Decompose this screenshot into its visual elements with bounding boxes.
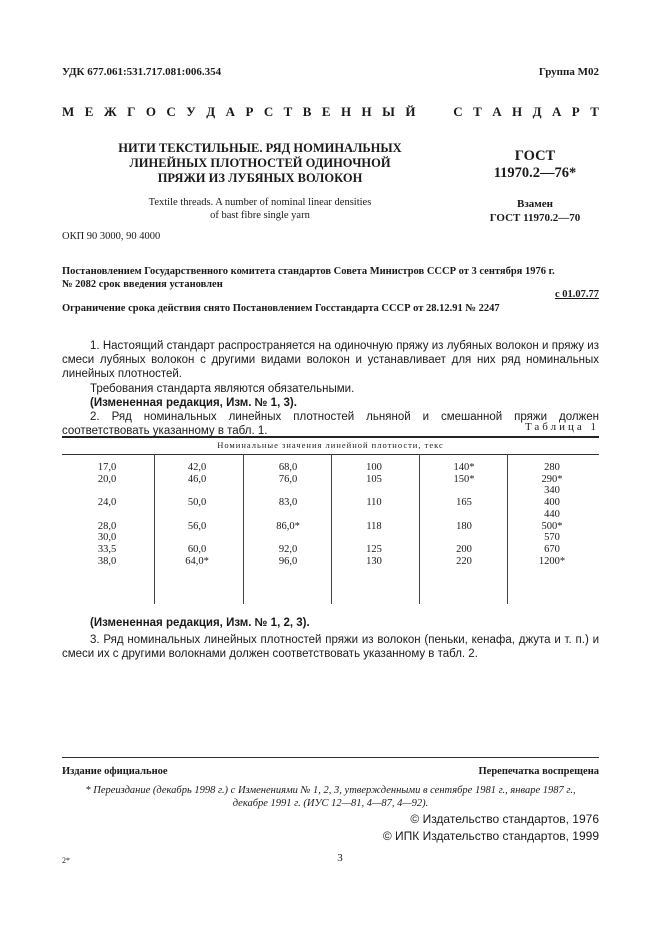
table-cell: 28,0	[97, 520, 117, 532]
table-cell: 110	[366, 497, 382, 509]
decree-line: № 2082 срок введения установлен	[62, 279, 223, 290]
table-column-divider	[507, 454, 508, 604]
decree-text	[62, 265, 599, 291]
udk-code: УДК 677.061:531.717.081:006.354	[62, 66, 222, 78]
heading-letter: Ы	[382, 104, 395, 119]
page-number: 3	[337, 852, 343, 864]
title-ru-line: ПРЯЖИ ИЗ ЛУБЯНЫХ ВОЛОКОН	[157, 171, 363, 185]
heading-letter: Т	[590, 104, 599, 119]
heading-letter	[426, 104, 429, 120]
table-cell: 118	[366, 520, 382, 532]
heading-letter: С	[166, 104, 176, 119]
heading-letter: У	[186, 104, 196, 119]
table-1	[62, 436, 599, 606]
table-header: Номинальные значения линейной плотности, текс	[217, 440, 444, 450]
heading-letter: Д	[532, 104, 542, 119]
replaces-label: Взамен	[517, 198, 553, 210]
paragraph-2: 2. Ряд номинальных линейных плотностей льняной и смешанной пряжи должен соответствовать указанному в табл. 1.	[62, 411, 599, 437]
table-cell: 96,0	[278, 555, 298, 567]
edit-note-1: (Измененная редакция, Изм. № 1, 3).	[90, 397, 297, 409]
table-cell: 180	[456, 520, 472, 532]
title-ru-line: ЛИНЕЙНЫХ ПЛОТНОСТЕЙ ОДИНОЧНОЙ	[129, 156, 391, 170]
gost-number: 11970.2—76*	[493, 165, 577, 181]
table-cell: 290*	[541, 473, 563, 485]
effective-date: с 01.07.77	[554, 289, 599, 300]
table-cell: 20,0	[97, 473, 117, 485]
table-cell: 56,0	[187, 520, 207, 532]
title-ru-line: НИТИ ТЕКСТИЛЬНЫЕ. РЯД НОМИНАЛЬНЫХ	[118, 141, 402, 155]
heading-letter: Н	[340, 104, 352, 119]
table-label: Таблица 1	[524, 421, 599, 433]
heading-letter: Е	[321, 104, 331, 119]
no-reprint-notice: Перепечатка воспрещена	[478, 766, 599, 777]
table-cell: 280	[544, 462, 560, 473]
table-cell: 38,0	[97, 555, 117, 567]
heading-letter: В	[302, 104, 312, 119]
table-cell: 68,0	[278, 462, 298, 473]
heading-letter: А	[551, 104, 562, 119]
reissue-note	[62, 784, 599, 810]
table-cell: 440	[544, 508, 560, 520]
table-cell: 220	[456, 555, 472, 567]
reissue-line: декабре 1991 г. (ИУС 12—81, 4—87, 4—92).	[232, 798, 429, 809]
table-cell: 17,0	[97, 462, 117, 473]
paragraph-1: 1. Настоящий стандарт распространяется на одиночную пряжу из лубяных волокон и пряжу из смеси лубяных волокон с другими видами волокон и устанавливает для них ряд номинальных линейных плотностей.	[62, 340, 599, 380]
table-cell: 100	[366, 462, 382, 473]
gost-label: ГОСТ	[514, 148, 556, 164]
table-column-divider	[243, 454, 244, 604]
copyright-1999: © ИПК Издательство стандартов, 1999	[382, 829, 599, 843]
heading-letter: Н	[361, 104, 372, 119]
heading-letter: М	[62, 104, 75, 119]
reissue-line: * Переиздание (декабрь 1998 г.) с Изменениями № 1, 2, 3, утвержденными в сентябре 1981 г., январе 1987 г.,	[85, 785, 576, 796]
table-cell: 500*	[541, 520, 563, 532]
table-top-rule	[62, 436, 599, 438]
replaces-block	[470, 197, 600, 225]
paragraph-requirements: Требования стандарта являются обязательными.	[90, 383, 355, 395]
heading-letter: Е	[84, 104, 94, 119]
heading-letter: С	[263, 104, 274, 119]
heading-letter: Й	[405, 104, 416, 119]
copyright-1976: © Издательство стандартов, 1976	[410, 812, 599, 826]
table-cell: 400	[544, 497, 560, 509]
table-column-divider	[419, 454, 420, 604]
table-cell: 86,0*	[276, 520, 300, 532]
heading-letter	[440, 104, 443, 120]
table-cell: 1200*	[538, 555, 566, 567]
table-cell: 670	[544, 543, 560, 555]
heading-letter: Ж	[103, 104, 117, 119]
heading-letter: Г	[127, 104, 136, 119]
table-cell: 42,0	[187, 462, 207, 473]
restriction-text: Ограничение срока действия снято Постановлением Госстандарта СССР от 28.12.91 № 2247	[62, 303, 500, 314]
decree-line: Постановлением Государственного комитета стандартов Совета Министров СССР от 3 сентября 1976 г.	[62, 266, 555, 277]
okp-code: ОКП 90 3000, 90 4000	[62, 231, 161, 242]
signature-mark: 2*	[62, 856, 70, 865]
group-code: Группа М02	[538, 66, 599, 78]
table-cell: 200	[456, 543, 472, 555]
table-cell: 76,0	[278, 473, 298, 485]
title-english	[110, 196, 410, 222]
paragraph-3: 3. Ряд номинальных линейных плотностей пряжи из волокон (пеньки, кенафа, джута и т. п.) и смеси их с другими волокнами должен соответствовать указанному в табл. 2.	[62, 634, 599, 660]
heading-letter: С	[453, 104, 463, 119]
official-edition: Издание официальное	[62, 766, 168, 777]
table-cell: 130	[366, 555, 382, 567]
heading-letter: Т	[473, 104, 482, 119]
title-en-line: of bast fibre single yarn	[210, 210, 310, 221]
table-cell: 105	[366, 473, 382, 485]
table-cell: 570	[544, 532, 560, 544]
gost-designation	[470, 148, 600, 182]
heading-letter: Р	[245, 104, 254, 119]
table-cell: 83,0	[278, 497, 298, 509]
title-russian	[110, 141, 410, 186]
table-cell: 125	[366, 543, 382, 555]
table-column-divider	[331, 454, 332, 604]
table-cell: 33,5	[97, 543, 117, 555]
heading-letter: Д	[206, 104, 216, 119]
table-cell: 60,0	[187, 543, 207, 555]
table-cell: 165	[456, 497, 472, 509]
table-cell: 46,0	[187, 473, 207, 485]
edit-note-2: (Измененная редакция, Изм. № 1, 2, 3).	[90, 617, 310, 629]
table-column-divider	[154, 454, 155, 604]
heading-letter: О	[145, 104, 156, 119]
title-en-line: Textile threads. A number of nominal linear densities	[148, 197, 372, 208]
heading-letter: Р	[571, 104, 580, 119]
table-cell: 92,0	[278, 543, 298, 555]
table-cell: 64,0*	[185, 555, 209, 567]
table-cell: 340	[544, 485, 560, 497]
heading-letter: Т	[283, 104, 293, 119]
replaces-number: ГОСТ 11970.2—70	[489, 212, 581, 224]
table-cell: 140*	[453, 462, 475, 473]
heading-letter: А	[225, 104, 235, 119]
table-cell: 30,0	[97, 532, 117, 544]
standard-type-heading	[62, 104, 599, 120]
table-cell: 24,0	[97, 497, 117, 509]
table-cell: 150*	[453, 473, 475, 485]
heading-letter: Н	[512, 104, 523, 119]
heading-letter: А	[492, 104, 502, 119]
footer-rule	[62, 757, 599, 758]
table-cell: 50,0	[187, 497, 207, 509]
